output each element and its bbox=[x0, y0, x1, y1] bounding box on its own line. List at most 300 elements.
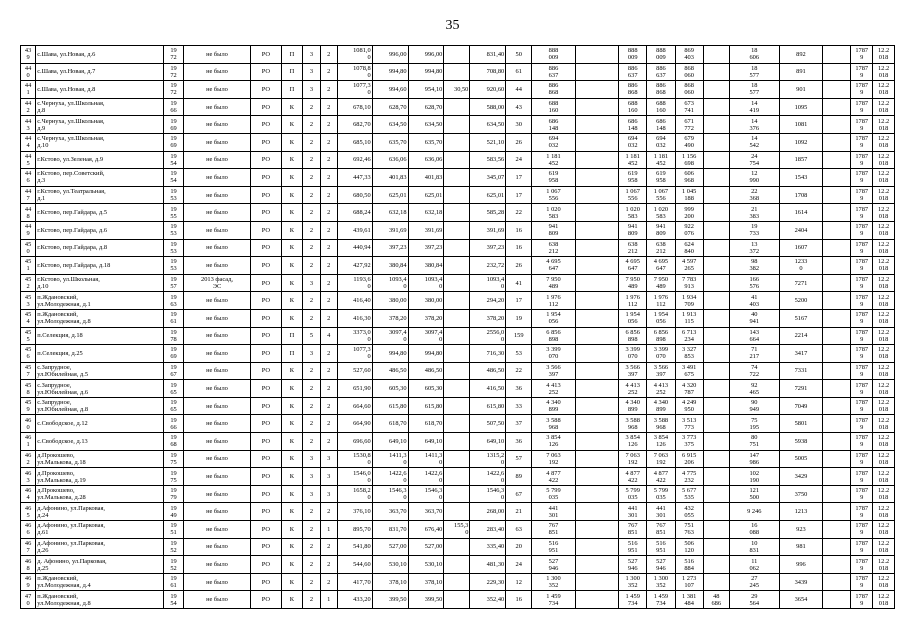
year-built: 19 49 bbox=[164, 503, 184, 521]
max-cost: 1787 9 bbox=[851, 591, 873, 609]
address: с.Запрудное, ул.Юбилейная, д.5 bbox=[36, 362, 164, 380]
unit-cost: 1614 bbox=[779, 204, 822, 222]
floors: 3 bbox=[303, 81, 320, 99]
wall-material: К bbox=[281, 503, 303, 521]
total-area: 440,94 bbox=[337, 239, 372, 257]
unit-cost: 891 bbox=[779, 63, 822, 81]
deadline: 12.2 018 bbox=[873, 239, 895, 257]
blank-cell bbox=[575, 133, 618, 151]
cost-col-b: 688 160 bbox=[647, 98, 675, 116]
cost-col-e: 9 246 bbox=[729, 503, 779, 521]
year-built: 19 75 bbox=[164, 450, 184, 468]
municipal-area bbox=[444, 503, 470, 521]
blank-cell bbox=[575, 591, 618, 609]
residential-area: 335,40 bbox=[470, 538, 506, 556]
blank-cell bbox=[823, 81, 851, 99]
cost-col-e: 29 564 bbox=[729, 591, 779, 609]
residential-area: 708,80 bbox=[470, 63, 506, 81]
unit-cost: 7331 bbox=[779, 362, 822, 380]
cost-total: 1 954 056 bbox=[532, 309, 575, 327]
private-area: 397,23 bbox=[408, 239, 444, 257]
living-area: 996,00 bbox=[372, 46, 408, 64]
municipal-area bbox=[444, 573, 470, 591]
row-number: 44 8 bbox=[21, 204, 36, 222]
cost-col-c: 1 934 709 bbox=[675, 292, 703, 310]
municipal-area bbox=[444, 433, 470, 451]
total-area: 680,50 bbox=[337, 186, 372, 204]
address: г.Кстово, пер.Гайдара, д.18 bbox=[36, 257, 164, 275]
wall-material: К bbox=[281, 380, 303, 398]
cost-col-c: 868 060 bbox=[675, 63, 703, 81]
cost-col-a: 638 212 bbox=[619, 239, 647, 257]
year-built: 19 72 bbox=[164, 46, 184, 64]
fund-type: РО bbox=[251, 221, 281, 239]
deadline: 12.2 018 bbox=[873, 81, 895, 99]
wall-material: К bbox=[281, 186, 303, 204]
cost-col-c: 4 775 232 bbox=[675, 468, 703, 486]
cost-col-b: 886 868 bbox=[647, 81, 675, 99]
fund-type: РО bbox=[251, 116, 281, 134]
cost-col-c: 624 840 bbox=[675, 239, 703, 257]
table-row bbox=[21, 204, 895, 222]
fund-type: РО bbox=[251, 450, 281, 468]
cost-col-e: 22 368 bbox=[729, 186, 779, 204]
cost-col-e: 71 217 bbox=[729, 345, 779, 363]
blank-cell bbox=[575, 345, 618, 363]
blank-cell bbox=[823, 204, 851, 222]
cost-col-d bbox=[703, 556, 729, 574]
unit-cost: 5200 bbox=[779, 292, 822, 310]
max-cost: 1787 9 bbox=[851, 46, 873, 64]
cost-total: 619 958 bbox=[532, 169, 575, 187]
year-built: 19 54 bbox=[164, 591, 184, 609]
cost-col-b: 4 413 252 bbox=[647, 380, 675, 398]
table-body bbox=[21, 46, 895, 609]
cost-col-d bbox=[703, 98, 729, 116]
last-repair: не было bbox=[183, 538, 250, 556]
table-row bbox=[21, 327, 895, 345]
table-row bbox=[21, 433, 895, 451]
residents: 24 bbox=[506, 556, 532, 574]
private-area: 996,00 bbox=[408, 46, 444, 64]
residential-area: 2556,0 0 bbox=[470, 327, 506, 345]
residential-area: 352,40 bbox=[470, 591, 506, 609]
table-row bbox=[21, 169, 895, 187]
cost-col-d bbox=[703, 362, 729, 380]
living-area: 605,30 bbox=[372, 380, 408, 398]
floors: 2 bbox=[303, 397, 320, 415]
last-repair: не было bbox=[183, 468, 250, 486]
floors: 3 bbox=[303, 345, 320, 363]
cost-col-a: 886 637 bbox=[619, 63, 647, 81]
cost-col-a: 688 160 bbox=[619, 98, 647, 116]
floors: 2 bbox=[303, 239, 320, 257]
residents: 22 bbox=[506, 362, 532, 380]
living-area: 634,50 bbox=[372, 116, 408, 134]
deadline: 12.2 018 bbox=[873, 63, 895, 81]
entrances: 2 bbox=[320, 345, 337, 363]
cost-col-b: 1 459 734 bbox=[647, 591, 675, 609]
wall-material: П bbox=[281, 46, 303, 64]
cost-total: 694 032 bbox=[532, 133, 575, 151]
deadline: 12.2 018 bbox=[873, 274, 895, 292]
blank-cell bbox=[575, 116, 618, 134]
entrances: 2 bbox=[320, 274, 337, 292]
residential-area: 634,50 bbox=[470, 116, 506, 134]
wall-material: К bbox=[281, 204, 303, 222]
cost-col-e: 12 990 bbox=[729, 169, 779, 187]
cost-col-d bbox=[703, 63, 729, 81]
residential-area: 416,50 bbox=[470, 380, 506, 398]
entrances: 3 bbox=[320, 450, 337, 468]
last-repair: не было bbox=[183, 327, 250, 345]
residential-area: 378,20 bbox=[470, 309, 506, 327]
last-repair: не было bbox=[183, 450, 250, 468]
private-area: 634,50 bbox=[408, 116, 444, 134]
last-repair: не было bbox=[183, 345, 250, 363]
cost-col-e: 102 190 bbox=[729, 468, 779, 486]
entrances: 2 bbox=[320, 380, 337, 398]
row-number: 44 2 bbox=[21, 98, 36, 116]
blank-cell bbox=[575, 450, 618, 468]
blank-cell bbox=[575, 556, 618, 574]
address: с.Свободское, д.12 bbox=[36, 415, 164, 433]
entrances: 2 bbox=[320, 116, 337, 134]
total-area: 1530,8 0 bbox=[337, 450, 372, 468]
wall-material: К bbox=[281, 362, 303, 380]
deadline: 12.2 018 bbox=[873, 133, 895, 151]
residents: 16 bbox=[506, 221, 532, 239]
wall-material: К bbox=[281, 151, 303, 169]
wall-material: К bbox=[281, 221, 303, 239]
row-number: 46 9 bbox=[21, 573, 36, 591]
living-area: 401,83 bbox=[372, 169, 408, 187]
table-row bbox=[21, 450, 895, 468]
living-area: 397,23 bbox=[372, 239, 408, 257]
residential-area: 831,40 bbox=[470, 46, 506, 64]
entrances: 2 bbox=[320, 292, 337, 310]
blank-cell bbox=[575, 538, 618, 556]
wall-material: К bbox=[281, 556, 303, 574]
floors: 2 bbox=[303, 98, 320, 116]
blank-cell bbox=[575, 274, 618, 292]
cost-col-a: 4 695 647 bbox=[619, 257, 647, 275]
cost-col-a: 941 809 bbox=[619, 221, 647, 239]
residents: 36 bbox=[506, 433, 532, 451]
cost-col-d bbox=[703, 46, 729, 64]
blank-cell bbox=[575, 292, 618, 310]
cost-col-a: 3 588 968 bbox=[619, 415, 647, 433]
fund-type: РО bbox=[251, 309, 281, 327]
row-number: 45 7 bbox=[21, 362, 36, 380]
max-cost: 1787 9 bbox=[851, 186, 873, 204]
cost-col-d bbox=[703, 415, 729, 433]
cost-total: 6 856 898 bbox=[532, 327, 575, 345]
residents: 41 bbox=[506, 274, 532, 292]
cost-col-c: 6 713 234 bbox=[675, 327, 703, 345]
cost-col-c: 1 913 115 bbox=[675, 309, 703, 327]
address: с.Свободское, д.13 bbox=[36, 433, 164, 451]
entrances: 2 bbox=[320, 538, 337, 556]
last-repair: не было bbox=[183, 380, 250, 398]
max-cost: 1787 9 bbox=[851, 116, 873, 134]
entrances: 1 bbox=[320, 521, 337, 539]
row-number: 44 5 bbox=[21, 151, 36, 169]
municipal-area bbox=[444, 591, 470, 609]
max-cost: 1787 9 bbox=[851, 380, 873, 398]
residents: 53 bbox=[506, 345, 532, 363]
entrances: 2 bbox=[320, 556, 337, 574]
deadline: 12.2 018 bbox=[873, 292, 895, 310]
living-area: 391,69 bbox=[372, 221, 408, 239]
wall-material: П bbox=[281, 81, 303, 99]
cost-total: 5 799 035 bbox=[532, 485, 575, 503]
blank-cell bbox=[823, 221, 851, 239]
year-built: 19 69 bbox=[164, 116, 184, 134]
cost-col-d bbox=[703, 397, 729, 415]
residential-area: 649,10 bbox=[470, 433, 506, 451]
residents: 17 bbox=[506, 169, 532, 187]
cost-col-d bbox=[703, 292, 729, 310]
floors: 2 bbox=[303, 221, 320, 239]
max-cost: 1787 9 bbox=[851, 274, 873, 292]
private-area: 530,10 bbox=[408, 556, 444, 574]
floors: 2 bbox=[303, 257, 320, 275]
wall-material: К bbox=[281, 573, 303, 591]
municipal-area bbox=[444, 380, 470, 398]
municipal-area bbox=[444, 169, 470, 187]
deadline: 12.2 018 bbox=[873, 503, 895, 521]
max-cost: 1787 9 bbox=[851, 239, 873, 257]
private-area: 391,69 bbox=[408, 221, 444, 239]
cost-col-b: 7 950 489 bbox=[647, 274, 675, 292]
municipal-area bbox=[444, 257, 470, 275]
municipal-area: 30,50 bbox=[444, 81, 470, 99]
blank-cell bbox=[575, 380, 618, 398]
cost-col-b: 1 954 056 bbox=[647, 309, 675, 327]
table-row bbox=[21, 257, 895, 275]
cost-col-b: 441 301 bbox=[647, 503, 675, 521]
cost-col-e: 147 986 bbox=[729, 450, 779, 468]
max-cost: 1787 9 bbox=[851, 81, 873, 99]
deadline: 12.2 018 bbox=[873, 556, 895, 574]
total-area: 527,60 bbox=[337, 362, 372, 380]
max-cost: 1787 9 bbox=[851, 345, 873, 363]
cost-col-e: 18 577 bbox=[729, 63, 779, 81]
cost-col-d bbox=[703, 186, 729, 204]
municipal-area bbox=[444, 450, 470, 468]
page-number: 35 bbox=[445, 18, 460, 33]
blank-cell bbox=[823, 116, 851, 134]
wall-material: К bbox=[281, 468, 303, 486]
residents: 17 bbox=[506, 186, 532, 204]
max-cost: 1787 9 bbox=[851, 169, 873, 187]
residents: 67 bbox=[506, 485, 532, 503]
year-built: 19 52 bbox=[164, 538, 184, 556]
cost-col-a: 1 954 056 bbox=[619, 309, 647, 327]
cost-col-d bbox=[703, 309, 729, 327]
cost-col-c: 516 884 bbox=[675, 556, 703, 574]
cost-col-c: 506 120 bbox=[675, 538, 703, 556]
wall-material: К bbox=[281, 538, 303, 556]
total-area: 427,92 bbox=[337, 257, 372, 275]
cost-col-c: 1 045 188 bbox=[675, 186, 703, 204]
private-area: 625,01 bbox=[408, 186, 444, 204]
total-area: 417,70 bbox=[337, 573, 372, 591]
cost-col-d bbox=[703, 327, 729, 345]
cost-col-e: 13 372 bbox=[729, 239, 779, 257]
last-repair: не было bbox=[183, 433, 250, 451]
year-built: 19 78 bbox=[164, 327, 184, 345]
wall-material: К bbox=[281, 274, 303, 292]
unit-cost: 7271 bbox=[779, 274, 822, 292]
total-area: 678,10 bbox=[337, 98, 372, 116]
year-built: 19 55 bbox=[164, 204, 184, 222]
year-built: 19 65 bbox=[164, 397, 184, 415]
residential-area: 588,00 bbox=[470, 98, 506, 116]
cost-total: 527 946 bbox=[532, 556, 575, 574]
blank-cell bbox=[823, 521, 851, 539]
year-built: 19 53 bbox=[164, 239, 184, 257]
cost-col-d bbox=[703, 433, 729, 451]
private-area: 994,80 bbox=[408, 345, 444, 363]
residential-area: 583,56 bbox=[470, 151, 506, 169]
table-row bbox=[21, 573, 895, 591]
cost-col-d bbox=[703, 503, 729, 521]
floors: 3 bbox=[303, 450, 320, 468]
table-row bbox=[21, 345, 895, 363]
cost-col-b: 3 566 397 bbox=[647, 362, 675, 380]
fund-type: РО bbox=[251, 591, 281, 609]
unit-cost: 3417 bbox=[779, 345, 822, 363]
living-area: 530,10 bbox=[372, 556, 408, 574]
residents: 16 bbox=[506, 591, 532, 609]
year-built: 19 66 bbox=[164, 98, 184, 116]
cost-col-d bbox=[703, 521, 729, 539]
unit-cost: 1607 bbox=[779, 239, 822, 257]
unit-cost: 3429 bbox=[779, 468, 822, 486]
address: с.Запрудное, ул.Юбилейная, д.8 bbox=[36, 397, 164, 415]
municipal-area bbox=[444, 151, 470, 169]
row-number: 45 6 bbox=[21, 345, 36, 363]
max-cost: 1787 9 bbox=[851, 468, 873, 486]
fund-type: РО bbox=[251, 98, 281, 116]
cost-col-a: 441 301 bbox=[619, 503, 647, 521]
year-built: 19 52 bbox=[164, 556, 184, 574]
residential-area: 1315,2 0 bbox=[470, 450, 506, 468]
unit-cost: 1543 bbox=[779, 169, 822, 187]
municipal-area bbox=[444, 397, 470, 415]
residential-area: 615,80 bbox=[470, 397, 506, 415]
year-built: 19 51 bbox=[164, 521, 184, 539]
cost-col-e: 40 941 bbox=[729, 309, 779, 327]
cost-col-a: 516 951 bbox=[619, 538, 647, 556]
blank-cell bbox=[575, 485, 618, 503]
entrances: 2 bbox=[320, 362, 337, 380]
living-area: 831,70 bbox=[372, 521, 408, 539]
residents: 30 bbox=[506, 116, 532, 134]
private-area: 380,84 bbox=[408, 257, 444, 275]
address: п.Ждановский, ул.Молодежная, д.8 bbox=[36, 309, 164, 327]
municipal-area bbox=[444, 327, 470, 345]
cost-col-d bbox=[703, 345, 729, 363]
floors: 2 bbox=[303, 521, 320, 539]
total-area: 1546,0 0 bbox=[337, 468, 372, 486]
cost-total: 1 459 734 bbox=[532, 591, 575, 609]
cost-col-b: 886 637 bbox=[647, 63, 675, 81]
row-number: 46 8 bbox=[21, 556, 36, 574]
cost-total: 3 588 968 bbox=[532, 415, 575, 433]
entrances: 2 bbox=[320, 309, 337, 327]
cost-col-a: 3 854 126 bbox=[619, 433, 647, 451]
cost-col-c: 7 783 913 bbox=[675, 274, 703, 292]
floors: 2 bbox=[303, 151, 320, 169]
wall-material: К bbox=[281, 433, 303, 451]
cost-col-a: 619 958 bbox=[619, 169, 647, 187]
blank-cell bbox=[823, 362, 851, 380]
cost-col-e: 90 949 bbox=[729, 397, 779, 415]
municipal-area bbox=[444, 221, 470, 239]
residential-area: 229,30 bbox=[470, 573, 506, 591]
unit-cost: 901 bbox=[779, 81, 822, 99]
residential-area: 481,30 bbox=[470, 556, 506, 574]
cost-total: 4 340 899 bbox=[532, 397, 575, 415]
address: с.Шава, ул.Новая, д.6 bbox=[36, 46, 164, 64]
fund-type: РО bbox=[251, 327, 281, 345]
living-area: 625,01 bbox=[372, 186, 408, 204]
private-area: 1546,3 0 bbox=[408, 485, 444, 503]
address: г.Кстово, ул.Зеленая, д.9 bbox=[36, 151, 164, 169]
residents: 19 bbox=[506, 309, 532, 327]
residential-area: 521,10 bbox=[470, 133, 506, 151]
unit-cost: 7291 bbox=[779, 380, 822, 398]
blank-cell bbox=[823, 468, 851, 486]
fund-type: РО bbox=[251, 538, 281, 556]
deadline: 12.2 018 bbox=[873, 538, 895, 556]
address: с.Запрудное, ул.Юбилейная, д.6 bbox=[36, 380, 164, 398]
deadline: 12.2 018 bbox=[873, 397, 895, 415]
living-area: 994,80 bbox=[372, 63, 408, 81]
blank-cell bbox=[575, 257, 618, 275]
private-area: 615,80 bbox=[408, 397, 444, 415]
total-area: 1077,3 0 bbox=[337, 345, 372, 363]
blank-cell bbox=[575, 151, 618, 169]
row-number: 46 4 bbox=[21, 485, 36, 503]
last-repair: не было bbox=[183, 309, 250, 327]
row-number: 44 1 bbox=[21, 81, 36, 99]
cost-col-b: 1 181 452 bbox=[647, 151, 675, 169]
municipal-area bbox=[444, 538, 470, 556]
residential-area: 920,60 bbox=[470, 81, 506, 99]
living-area: 635,70 bbox=[372, 133, 408, 151]
living-area: 527,00 bbox=[372, 538, 408, 556]
cost-total: 886 868 bbox=[532, 81, 575, 99]
blank-cell bbox=[575, 327, 618, 345]
private-area: 378,10 bbox=[408, 573, 444, 591]
table-row bbox=[21, 98, 895, 116]
blank-cell bbox=[823, 274, 851, 292]
residential-area: 294,20 bbox=[470, 292, 506, 310]
cost-col-b: 638 212 bbox=[647, 239, 675, 257]
blank-cell bbox=[575, 63, 618, 81]
blank-cell bbox=[823, 309, 851, 327]
residential-area: 716,30 bbox=[470, 345, 506, 363]
unit-cost: 981 bbox=[779, 538, 822, 556]
max-cost: 1787 9 bbox=[851, 204, 873, 222]
total-area: 3373,0 0 bbox=[337, 327, 372, 345]
last-repair: не было bbox=[183, 521, 250, 539]
cost-col-b: 1 067 556 bbox=[647, 186, 675, 204]
